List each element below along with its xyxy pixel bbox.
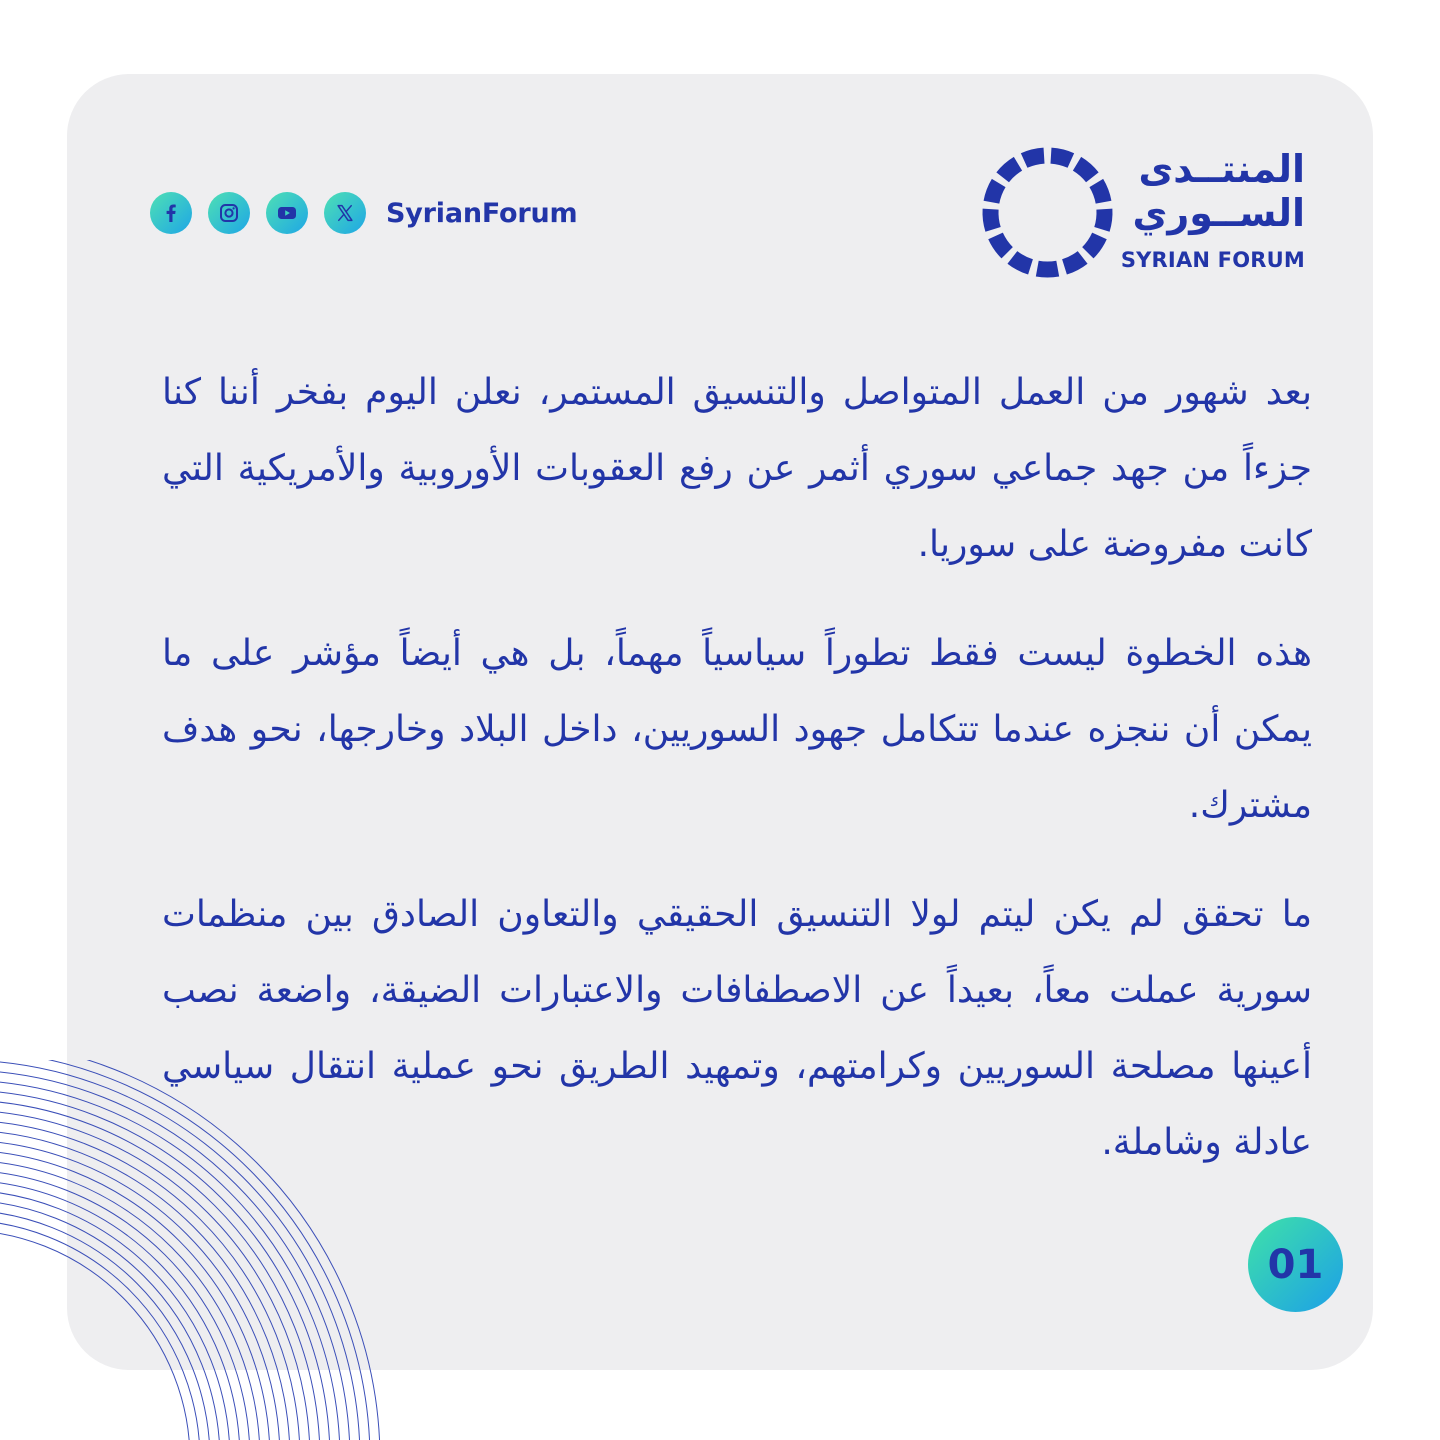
logo-ring-segment — [1024, 156, 1044, 161]
announcement-text — [162, 355, 1312, 1214]
paragraph: هذه الخطوة ليست فقط تطوراً سياسياً مهماً، بل هي أيضاً مؤشر على ما يمكن أن ننجزه عندما تتكامل جهود السوريين، داخل البلاد وخارجها، نحو هدف مشترك. — [162, 633, 1312, 826]
logo-ring-segment — [1051, 156, 1071, 161]
logo-english-name: SYRIAN FORUM — [1120, 248, 1305, 272]
logo-ring-segment — [996, 236, 1008, 253]
instagram-icon[interactable] — [208, 192, 250, 234]
youtube-icon[interactable] — [266, 192, 308, 234]
logo-ring-icon — [975, 140, 1120, 285]
logo-ring-segment — [991, 183, 998, 202]
logo-ring-segment — [1064, 257, 1082, 267]
logo-ring-segment — [1088, 236, 1100, 253]
page-number-badge: 01 — [1248, 1217, 1343, 1312]
logo-arabic-line-1: المنتــدى — [1138, 147, 1305, 191]
logo-ring-segment — [1003, 164, 1018, 178]
syrian-forum-logo — [975, 140, 1315, 285]
paragraph: بعد شهور من العمل المتواصل والتنسيق المستمر، نعلن اليوم بفخر أننا كنا جزءاً من جهد جماعي سوري أثمر عن رفع العقوبات الأوروبية والأمريكية التي كانت مفروضة على سوريا. — [162, 372, 1312, 565]
x-icon[interactable] — [324, 192, 366, 234]
social-handle[interactable]: SyrianForum — [386, 197, 578, 229]
logo-arabic-line-2: الســوري — [1132, 191, 1305, 235]
logo-ring-segment — [1096, 183, 1103, 202]
logo-ring-segment — [1077, 164, 1092, 178]
facebook-icon[interactable] — [150, 192, 192, 234]
logo-ring-segment — [1012, 257, 1030, 267]
logo-ring-segment — [1037, 269, 1057, 270]
logo-ring-segment — [990, 209, 993, 229]
paragraph: ما تحقق لم يكن ليتم لولا التنسيق الحقيقي والتعاون الصادق بين منظمات سورية عملت معاً، بعيداً عن الاصطفافات والاعتبارات الضيقة، واضعة نصب أعينها مصلحة السوريين وكرامتهم، وتمهيد الطريق نحو عملية انتقال سياسي عادلة وشاملة. — [162, 894, 1312, 1163]
social-bar — [150, 192, 577, 234]
